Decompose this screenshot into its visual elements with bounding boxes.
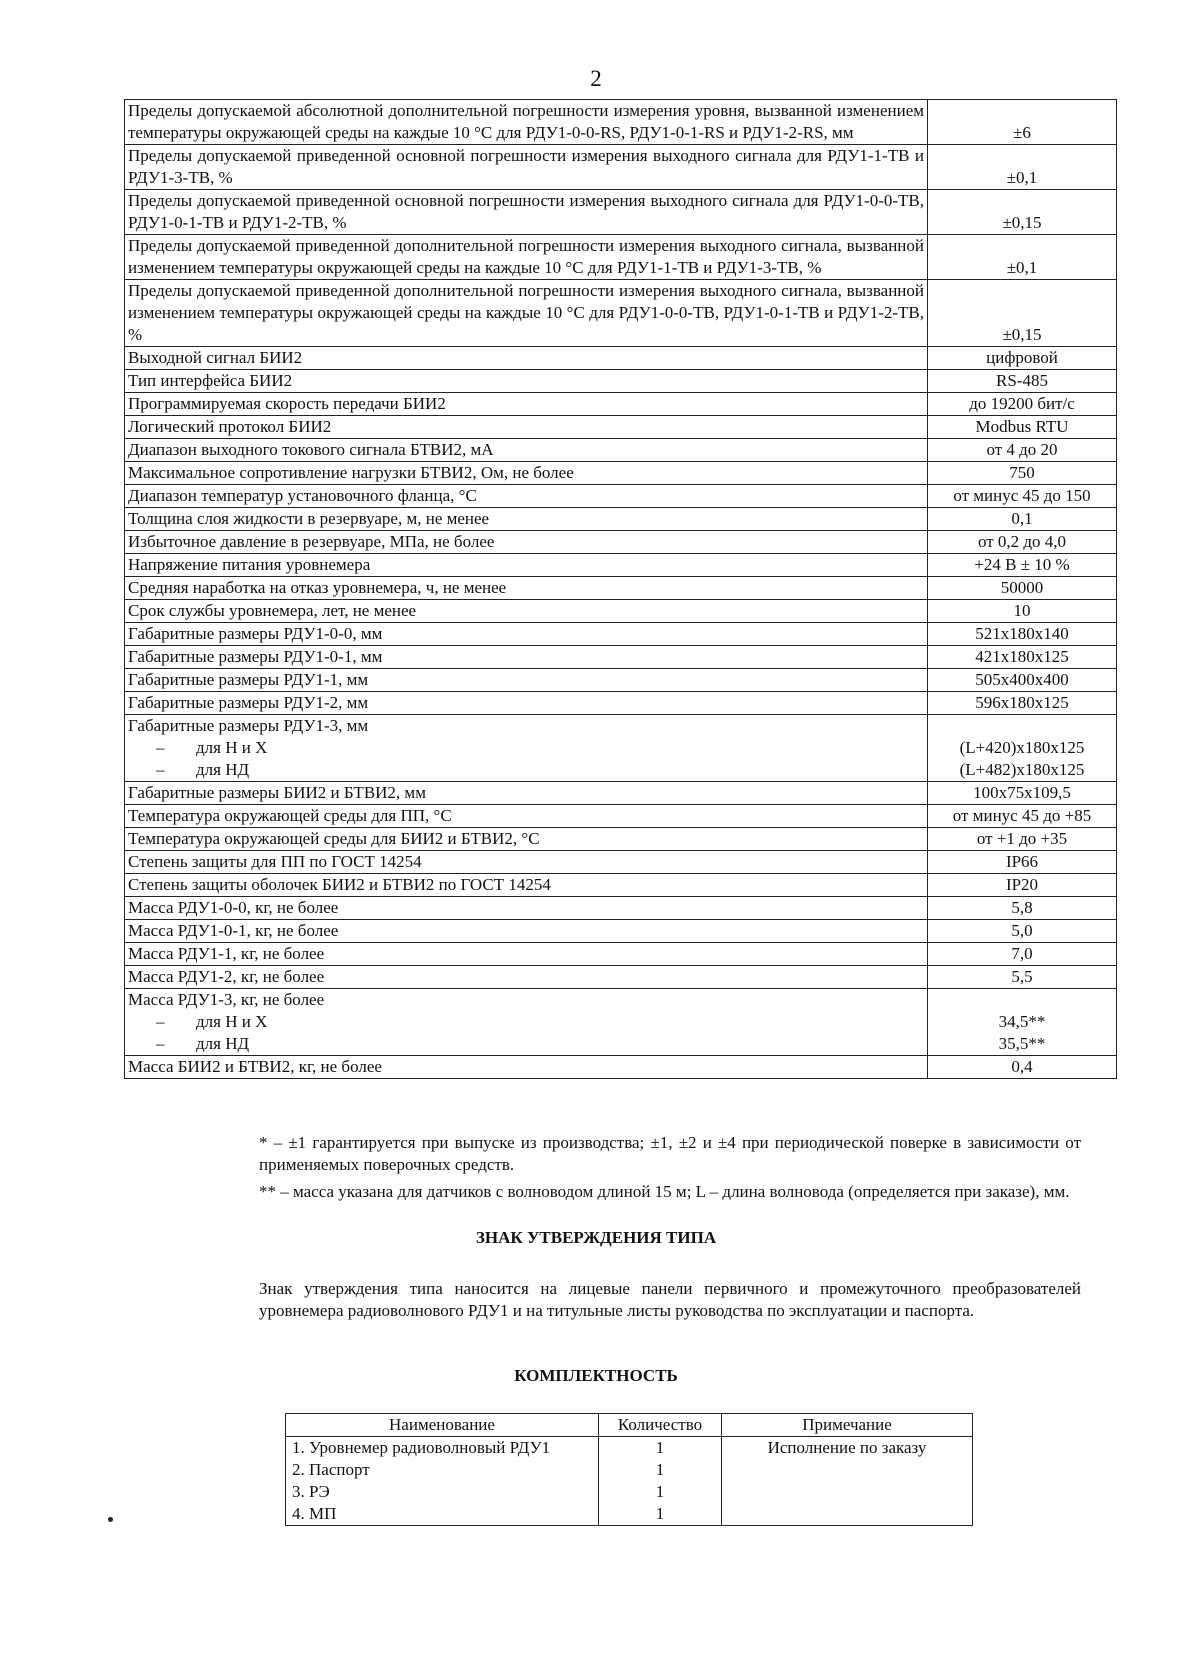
spec-value: +24 В ± 10 % [928, 554, 1117, 577]
spec-subrow [125, 737, 1117, 759]
spec-subrow [125, 759, 1117, 782]
spec-parameter: Логический протокол БИИ2 [125, 416, 928, 439]
spec-parameter: Габаритные размеры РДУ1-0-1, мм [125, 646, 928, 669]
spec-row [125, 828, 1117, 851]
spec-parameter: Напряжение питания уровнемера [125, 554, 928, 577]
sub-item [128, 737, 267, 759]
spec-value: 100x75x109,5 [928, 782, 1117, 805]
spec-parameter: Масса РДУ1-0-0, кг, не более [125, 897, 928, 920]
spec-value: ±0,1 [928, 235, 1117, 280]
section-heading-completeness: КОМПЛЕКТНОСТЬ [514, 1366, 678, 1385]
spec-parameter: Масса БИИ2 и БТВИ2, кг, не более [125, 1056, 928, 1079]
item-note [722, 1503, 973, 1526]
dash-marker: – [156, 1012, 165, 1031]
spec-row [125, 989, 1117, 1012]
spec-row [125, 897, 1117, 920]
item-note: Исполнение по заказу [722, 1437, 973, 1460]
spec-value [928, 715, 1117, 738]
spec-row [125, 462, 1117, 485]
spec-parameter: Пределы допускаемой приведенной основной погрешности измерения выходного сигнала для РДУ1-0-0-ТВ, РДУ1-0-1-ТВ и РДУ1-2-ТВ, % [125, 190, 928, 235]
spec-parameter: Пределы допускаемой приведенной дополнительной погрешности измерения выходного сигнала, вызванной изменением температуры окружающей среды на каждые 10 °С для РДУ1-1-ТВ и РДУ1-3-ТВ, % [125, 235, 928, 280]
spec-parameter: Габаритные размеры РДУ1-2, мм [125, 692, 928, 715]
spec-parameter: Пределы допускаемой приведенной основной погрешности измерения выходного сигнала для РДУ1-1-ТВ и РДУ1-3-ТВ, % [125, 145, 928, 190]
item-note [722, 1459, 973, 1481]
spec-row [125, 692, 1117, 715]
spec-row [125, 531, 1117, 554]
spec-parameter: Температура окружающей среды для БИИ2 и БТВИ2, °С [125, 828, 928, 851]
spec-value: 7,0 [928, 943, 1117, 966]
spec-value: 0,1 [928, 508, 1117, 531]
spec-row [125, 805, 1117, 828]
dash-marker: – [156, 1034, 165, 1053]
spec-value: IP20 [928, 874, 1117, 897]
spec-parameter: Масса РДУ1-0-1, кг, не более [125, 920, 928, 943]
sub-label: для НД [196, 1034, 250, 1053]
spec-value: до 19200 бит/с [928, 393, 1117, 416]
spec-parameter: Габаритные размеры РДУ1-0-0, мм [125, 623, 928, 646]
sub-item [128, 1033, 249, 1055]
spec-value: 521x180x140 [928, 623, 1117, 646]
spec-value: от 0,2 до 4,0 [928, 531, 1117, 554]
spec-value: от минус 45 до 150 [928, 485, 1117, 508]
sub-item [128, 759, 249, 781]
spec-value: 50000 [928, 577, 1117, 600]
spec-row [125, 393, 1117, 416]
spec-row [125, 145, 1117, 190]
spec-row [125, 190, 1117, 235]
spec-value [928, 989, 1117, 1012]
item-name: 3. РЭ [286, 1481, 599, 1503]
spec-value: (L+420)x180x125 [928, 737, 1117, 759]
spec-parameter: Программируемая скорость передачи БИИ2 [125, 393, 928, 416]
spec-value: 34,5** [928, 1011, 1117, 1033]
spec-value: 505x400x400 [928, 669, 1117, 692]
type-approval-text: Знак утверждения типа наносится на лицевые панели первичного и промежуточного преобразователей уровнемера радиоволнового РДУ1 и на титульные листы руководства по эксплуатации и паспорта. [259, 1279, 1081, 1320]
spec-value: от минус 45 до +85 [928, 805, 1117, 828]
spec-value: ±0,15 [928, 190, 1117, 235]
spec-value: 5,5 [928, 966, 1117, 989]
spec-row [125, 485, 1117, 508]
item-quantity: 1 [599, 1481, 722, 1503]
spec-row [125, 235, 1117, 280]
spec-subrow [125, 1033, 1117, 1056]
spec-parameter: Максимальное сопротивление нагрузки БТВИ2, Ом, не более [125, 462, 928, 485]
spec-parameter: Пределы допускаемой приведенной дополнительной погрешности измерения выходного сигнала, вызванной изменением температуры окружающей среды на каждые 10 °С для РДУ1-0-0-ТВ, РДУ1-0-1-ТВ и РДУ1-2-ТВ, % [125, 280, 928, 347]
spec-subparam [125, 1033, 928, 1056]
spec-value: RS-485 [928, 370, 1117, 393]
spec-row [125, 600, 1117, 623]
completeness-header-row [286, 1414, 973, 1437]
spec-row [125, 347, 1117, 370]
spec-row [125, 416, 1117, 439]
spec-value: (L+482)x180x125 [928, 759, 1117, 782]
spec-parameter: Толщина слоя жидкости в резервуаре, м, не менее [125, 508, 928, 531]
item-quantity: 1 [599, 1459, 722, 1481]
spec-parameter: Степень защиты оболочек БИИ2 и БТВИ2 по ГОСТ 14254 [125, 874, 928, 897]
spec-row [125, 1056, 1117, 1079]
spec-parameter: Габаритные размеры БИИ2 и БТВИ2, мм [125, 782, 928, 805]
spec-parameter: Степень защиты для ПП по ГОСТ 14254 [125, 851, 928, 874]
sub-label: для Н и Х [196, 738, 268, 757]
item-quantity: 1 [599, 1503, 722, 1526]
scan-artifact-dot [108, 1517, 113, 1522]
spec-parameter: Масса РДУ1-3, кг, не более [125, 989, 928, 1012]
spec-row [125, 577, 1117, 600]
completeness-row [286, 1459, 973, 1481]
spec-value: цифровой [928, 347, 1117, 370]
section-heading-type-approval: ЗНАК УТВЕРЖДЕНИЯ ТИПА [475, 1228, 717, 1247]
spec-parameter: Выходной сигнал БИИ2 [125, 347, 928, 370]
spec-parameter: Габаритные размеры РДУ1-3, мм [125, 715, 928, 738]
spec-parameter: Средняя наработка на отказ уровнемера, ч, не менее [125, 577, 928, 600]
spec-value: 421x180x125 [928, 646, 1117, 669]
item-name: 4. МП [286, 1503, 599, 1526]
item-note [722, 1481, 973, 1503]
spec-row [125, 280, 1117, 347]
spec-value: 750 [928, 462, 1117, 485]
page-number: 2 [590, 66, 602, 91]
spec-value: 596x180x125 [928, 692, 1117, 715]
item-name: 2. Паспорт [286, 1459, 599, 1481]
spec-parameter: Габаритные размеры РДУ1-1, мм [125, 669, 928, 692]
spec-row [125, 920, 1117, 943]
spec-value: 5,8 [928, 897, 1117, 920]
spec-row [125, 646, 1117, 669]
spec-value: 10 [928, 600, 1117, 623]
item-name: 1. Уровнемер радиоволновый РДУ1 [286, 1437, 599, 1460]
spec-value: ±6 [928, 100, 1117, 145]
completeness-row [286, 1503, 973, 1526]
spec-row [125, 439, 1117, 462]
spec-subrow [125, 1011, 1117, 1033]
completeness-row [286, 1481, 973, 1503]
spec-value: 0,4 [928, 1056, 1117, 1079]
spec-subparam [125, 737, 928, 759]
spec-row [125, 100, 1117, 145]
specifications-table [124, 99, 1117, 1079]
spec-parameter: Избыточное давление в резервуаре, МПа, не более [125, 531, 928, 554]
spec-row [125, 851, 1117, 874]
spec-parameter: Срок службы уровнемера, лет, не менее [125, 600, 928, 623]
dash-marker: – [156, 738, 165, 757]
spec-subparam [125, 759, 928, 782]
spec-value: ±0,15 [928, 280, 1117, 347]
dash-marker: – [156, 760, 165, 779]
spec-row [125, 669, 1117, 692]
spec-row [125, 782, 1117, 805]
spec-parameter: Температура окружающей среды для ПП, °С [125, 805, 928, 828]
header-quantity: Количество [599, 1414, 722, 1437]
item-quantity: 1 [599, 1437, 722, 1460]
spec-value: от 4 до 20 [928, 439, 1117, 462]
spec-parameter: Пределы допускаемой абсолютной дополнительной погрешности измерения уровня, вызванной изменением температуры окружающей среды на каждые 10 °С для РДУ1-0-0-RS, РДУ1-0-1-RS и РДУ1-2-RS, мм [125, 100, 928, 145]
table-notes [259, 1132, 1081, 1203]
spec-value: 5,0 [928, 920, 1117, 943]
spec-row [125, 943, 1117, 966]
spec-value: IP66 [928, 851, 1117, 874]
spec-parameter: Тип интерфейса БИИ2 [125, 370, 928, 393]
spec-row [125, 623, 1117, 646]
header-name: Наименование [286, 1414, 599, 1437]
spec-row [125, 370, 1117, 393]
sub-label: для Н и Х [196, 1012, 268, 1031]
spec-subparam [125, 1011, 928, 1033]
completeness-row [286, 1437, 973, 1460]
spec-row [125, 966, 1117, 989]
spec-row [125, 874, 1117, 897]
sub-item [128, 1011, 267, 1033]
spec-row [125, 554, 1117, 577]
spec-value: Modbus RTU [928, 416, 1117, 439]
note-2: ** – масса указана для датчиков с волноводом длиной 15 м; L – длина волновода (определяется при заказе), мм. [259, 1182, 1070, 1201]
note-1: * – ±1 гарантируется при выпуске из производства; ±1, ±2 и ±4 при периодической поверке в зависимости от применяемых поверочных средств. [259, 1133, 1081, 1174]
spec-parameter: Диапазон выходного токового сигнала БТВИ2, мА [125, 439, 928, 462]
spec-row [125, 715, 1117, 738]
completeness-table [285, 1413, 973, 1526]
spec-value: 35,5** [928, 1033, 1117, 1056]
spec-value: ±0,1 [928, 145, 1117, 190]
spec-parameter: Диапазон температур установочного фланца, °С [125, 485, 928, 508]
spec-parameter: Масса РДУ1-2, кг, не более [125, 966, 928, 989]
spec-value: от +1 до +35 [928, 828, 1117, 851]
spec-row [125, 508, 1117, 531]
spec-parameter: Масса РДУ1-1, кг, не более [125, 943, 928, 966]
header-note: Примечание [722, 1414, 973, 1437]
sub-label: для НД [196, 760, 250, 779]
